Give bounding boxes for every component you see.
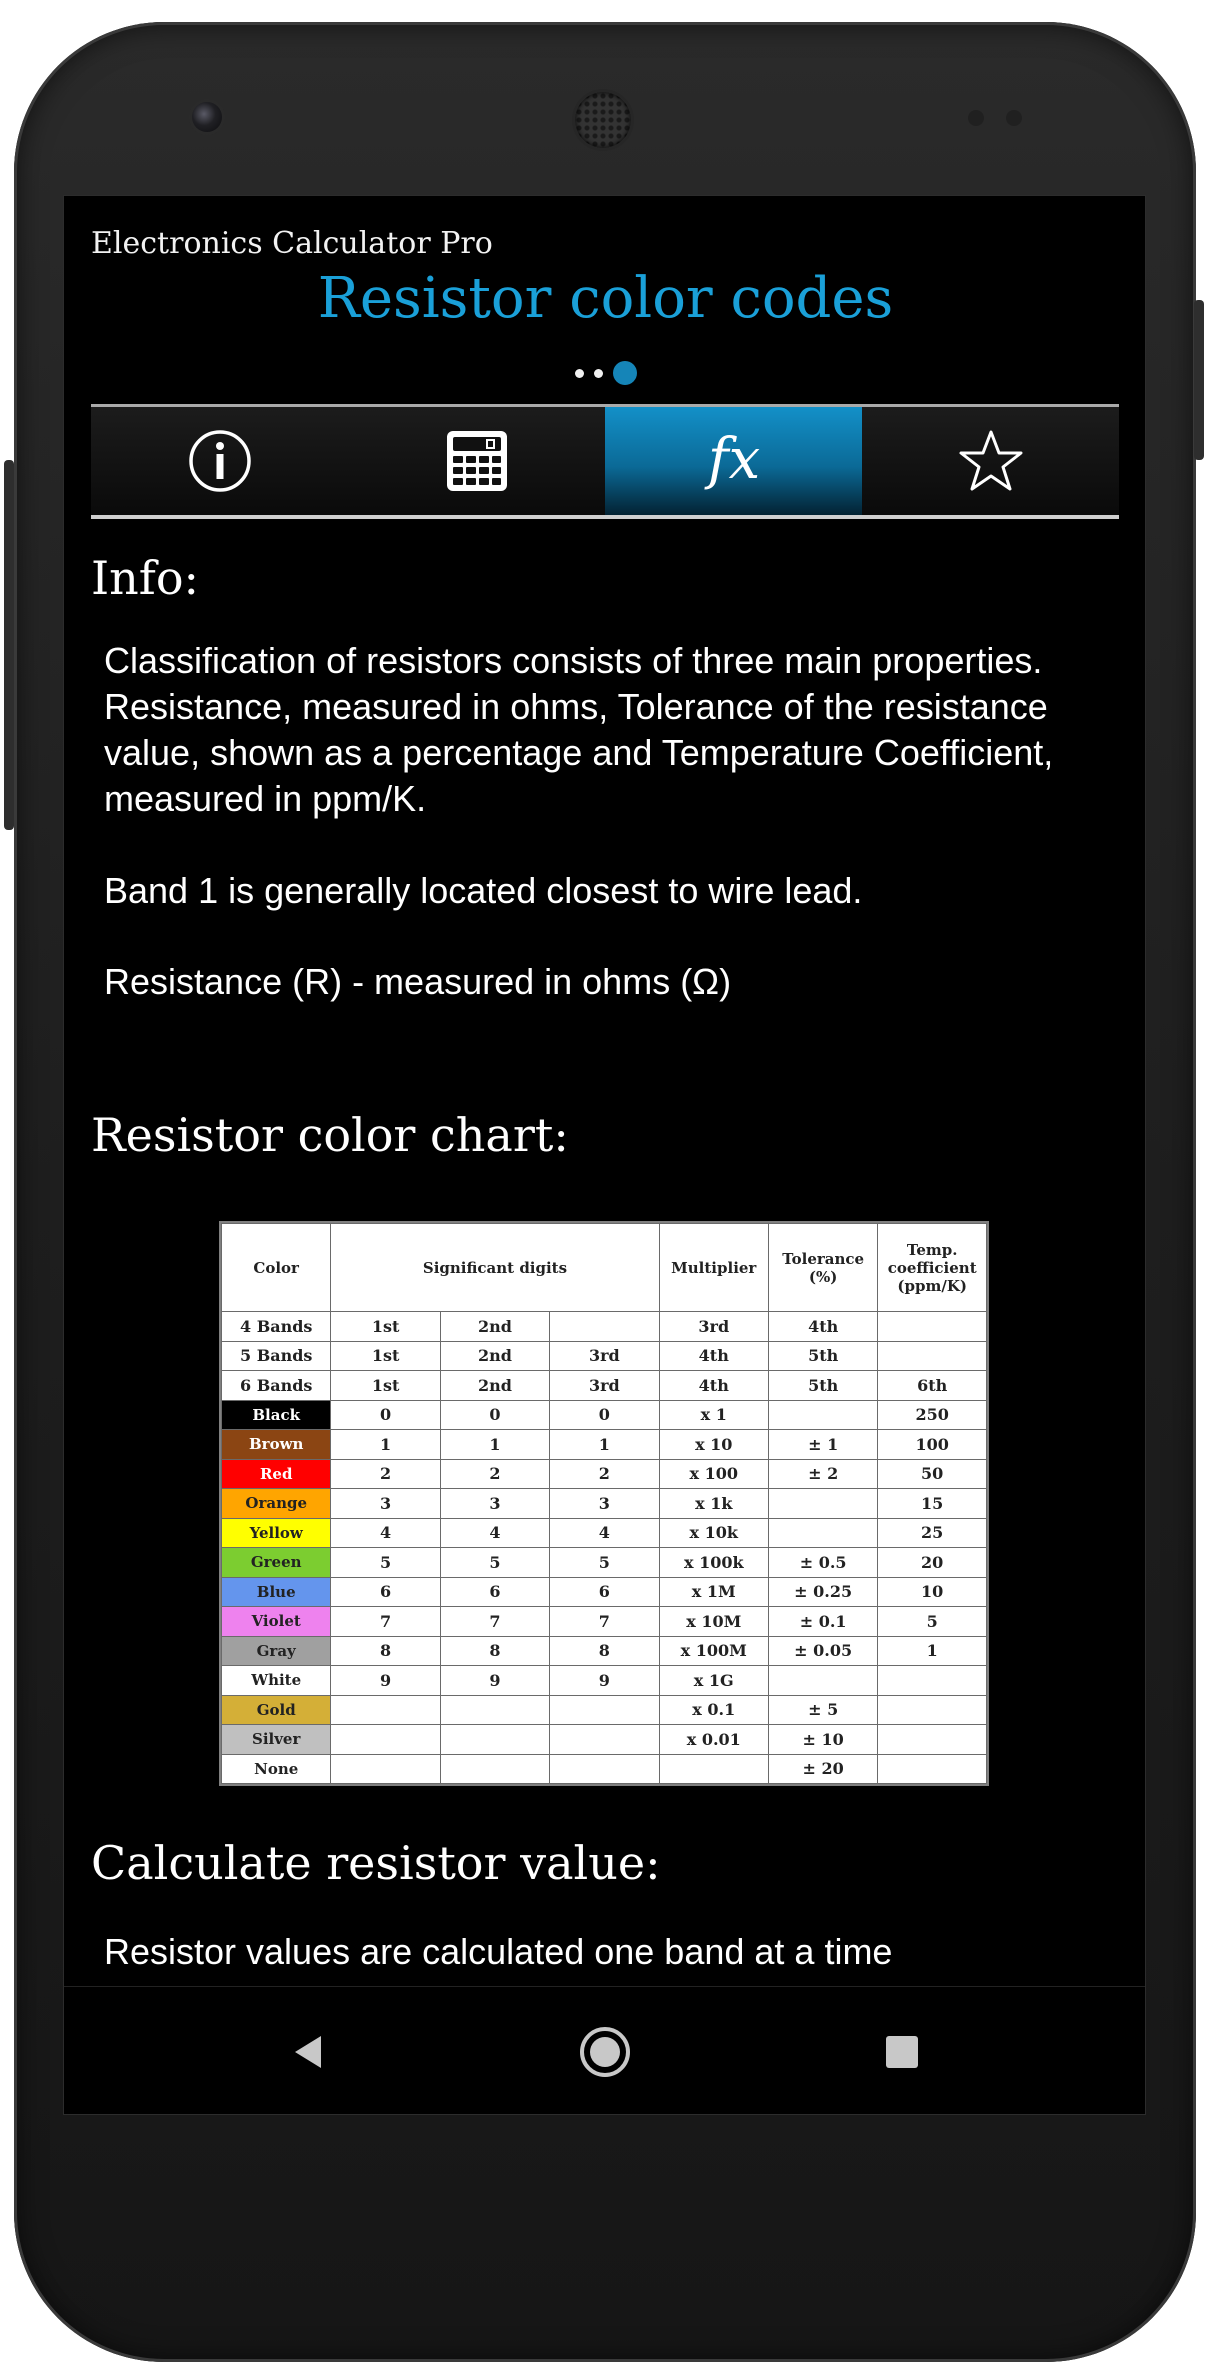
chart-color-row bbox=[222, 1518, 987, 1548]
temp-cell bbox=[878, 1695, 987, 1725]
chart-color-row bbox=[222, 1548, 987, 1578]
chart-color-row bbox=[222, 1400, 987, 1430]
system-nav-bar bbox=[64, 1986, 1146, 2115]
temp-cell: 5 bbox=[878, 1607, 987, 1637]
color-name-cell: Yellow bbox=[222, 1518, 331, 1548]
header-tolerance: Tolerance (%) bbox=[768, 1224, 877, 1312]
digit-3-cell bbox=[550, 1754, 659, 1784]
page-dot[interactable] bbox=[594, 369, 603, 378]
tolerance-cell: ± 10 bbox=[768, 1725, 877, 1755]
color-name-cell: Violet bbox=[222, 1607, 331, 1637]
color-name-cell: Gold bbox=[222, 1695, 331, 1725]
digit-1-cell: 4 bbox=[331, 1518, 440, 1548]
tolerance-cell: 5th bbox=[768, 1371, 877, 1401]
home-icon bbox=[578, 2025, 632, 2079]
page-indicator bbox=[64, 361, 1146, 389]
chart-color-row bbox=[222, 1459, 987, 1489]
tab-calculator[interactable] bbox=[348, 407, 605, 515]
digit-1-cell bbox=[331, 1695, 440, 1725]
info-heading: Info: bbox=[91, 551, 200, 605]
digit-1-cell: 2 bbox=[331, 1459, 440, 1489]
multiplier-cell: x 1k bbox=[659, 1489, 768, 1519]
svg-text:fx: fx bbox=[707, 427, 760, 492]
recents-button[interactable] bbox=[842, 1987, 962, 2115]
multiplier-cell: x 1 bbox=[659, 1400, 768, 1430]
temp-cell: 250 bbox=[878, 1400, 987, 1430]
multiplier-cell: x 0.1 bbox=[659, 1695, 768, 1725]
temp-cell: 20 bbox=[878, 1548, 987, 1578]
star-icon bbox=[957, 428, 1025, 494]
digit-1-cell: 5 bbox=[331, 1548, 440, 1578]
back-icon bbox=[289, 2032, 329, 2072]
digit-1-cell: 1st bbox=[331, 1341, 440, 1371]
info-icon bbox=[187, 428, 253, 494]
digit-2-cell bbox=[440, 1725, 549, 1755]
chart-color-row bbox=[222, 1666, 987, 1696]
tab-bar bbox=[91, 404, 1119, 519]
band-count-cell: 5 Bands bbox=[222, 1341, 331, 1371]
digit-3-cell bbox=[550, 1725, 659, 1755]
color-name-cell: Silver bbox=[222, 1725, 331, 1755]
tolerance-cell: 5th bbox=[768, 1341, 877, 1371]
temp-cell bbox=[878, 1725, 987, 1755]
calc-heading: Calculate resistor value: bbox=[91, 1836, 661, 1890]
multiplier-cell: x 100 bbox=[659, 1459, 768, 1489]
band-count-cell: 4 Bands bbox=[222, 1312, 331, 1342]
digit-3-cell: 9 bbox=[550, 1666, 659, 1696]
recents-icon bbox=[882, 2032, 922, 2072]
digit-2-cell: 5 bbox=[440, 1548, 549, 1578]
band-count-cell: 6 Bands bbox=[222, 1371, 331, 1401]
volume-button bbox=[4, 460, 14, 830]
header-multiplier: Multiplier bbox=[659, 1224, 768, 1312]
digit-3-cell: 5 bbox=[550, 1548, 659, 1578]
digit-3-cell: 1 bbox=[550, 1430, 659, 1460]
band-info-paragraph: Band 1 is generally located closest to wire lead. bbox=[104, 870, 863, 911]
temp-cell: 15 bbox=[878, 1489, 987, 1519]
chart-color-row bbox=[222, 1577, 987, 1607]
chart-color-row bbox=[222, 1607, 987, 1637]
digit-1-cell: 1st bbox=[331, 1312, 440, 1342]
temp-cell bbox=[878, 1666, 987, 1696]
page-dot-active[interactable] bbox=[613, 361, 637, 385]
digit-2-cell: 1 bbox=[440, 1430, 549, 1460]
digit-2-cell: 2 bbox=[440, 1459, 549, 1489]
resistor-color-chart bbox=[219, 1221, 989, 1786]
digit-2-cell bbox=[440, 1754, 549, 1784]
temp-cell: 1 bbox=[878, 1636, 987, 1666]
digit-1-cell: 6 bbox=[331, 1577, 440, 1607]
chart-band-row bbox=[222, 1341, 987, 1371]
digit-3-cell bbox=[550, 1695, 659, 1725]
digit-3-cell: 8 bbox=[550, 1636, 659, 1666]
digit-1-cell: 0 bbox=[331, 1400, 440, 1430]
digit-1-cell: 3 bbox=[331, 1489, 440, 1519]
calculator-icon bbox=[444, 428, 510, 494]
digit-2-cell: 2nd bbox=[440, 1371, 549, 1401]
calc-paragraph: Resistor values are calculated one band at a time bbox=[104, 1931, 893, 1972]
power-button bbox=[1194, 300, 1204, 460]
tolerance-cell bbox=[768, 1489, 877, 1519]
digit-3-cell: 3rd bbox=[550, 1341, 659, 1371]
multiplier-cell: x 10k bbox=[659, 1518, 768, 1548]
digit-3-cell: 2 bbox=[550, 1459, 659, 1489]
multiplier-cell: x 100k bbox=[659, 1548, 768, 1578]
tolerance-cell: ± 0.05 bbox=[768, 1636, 877, 1666]
tolerance-cell: ± 0.5 bbox=[768, 1548, 877, 1578]
temp-cell: 50 bbox=[878, 1459, 987, 1489]
digit-2-cell: 3 bbox=[440, 1489, 549, 1519]
tolerance-cell: 4th bbox=[768, 1312, 877, 1342]
front-camera bbox=[192, 102, 222, 132]
digit-2-cell: 9 bbox=[440, 1666, 549, 1696]
color-name-cell: Green bbox=[222, 1548, 331, 1578]
temp-cell bbox=[878, 1312, 987, 1342]
multiplier-cell: x 100M bbox=[659, 1636, 768, 1666]
tolerance-cell bbox=[768, 1666, 877, 1696]
multiplier-cell: x 1G bbox=[659, 1666, 768, 1696]
chart-color-row bbox=[222, 1489, 987, 1519]
temp-cell bbox=[878, 1341, 987, 1371]
info-paragraph: Classification of resistors consists of three main properties. Resistance, measured in ohms, Tolerance of the resistance value, shown as a percentage and Temperature Coefficient, measured in ppm/K. bbox=[104, 640, 1054, 819]
color-name-cell: Orange bbox=[222, 1489, 331, 1519]
header-color: Color bbox=[222, 1224, 331, 1312]
digit-1-cell: 1st bbox=[331, 1371, 440, 1401]
digit-2-cell: 6 bbox=[440, 1577, 549, 1607]
digit-3-cell: 6 bbox=[550, 1577, 659, 1607]
tab-info[interactable] bbox=[91, 407, 348, 515]
color-chart-table bbox=[221, 1223, 987, 1784]
header-temp: Temp. coefficient (ppm/K) bbox=[878, 1224, 987, 1312]
color-name-cell: None bbox=[222, 1754, 331, 1784]
tolerance-cell bbox=[768, 1400, 877, 1430]
header-digits: Significant digits bbox=[331, 1224, 659, 1312]
tolerance-cell bbox=[768, 1518, 877, 1548]
color-name-cell: Blue bbox=[222, 1577, 331, 1607]
chart-band-row bbox=[222, 1312, 987, 1342]
chart-header-row bbox=[222, 1224, 987, 1312]
digit-2-cell: 4 bbox=[440, 1518, 549, 1548]
chart-heading: Resistor color chart: bbox=[91, 1108, 569, 1162]
tolerance-cell: ± 20 bbox=[768, 1754, 877, 1784]
proximity-sensor bbox=[968, 110, 984, 126]
digit-3-cell bbox=[550, 1312, 659, 1342]
chart-color-row bbox=[222, 1695, 987, 1725]
tolerance-cell: ± 2 bbox=[768, 1459, 877, 1489]
page-title: Resistor color codes bbox=[317, 266, 894, 331]
digit-2-cell: 2nd bbox=[440, 1341, 549, 1371]
digit-3-cell: 4 bbox=[550, 1518, 659, 1548]
home-button[interactable] bbox=[545, 1987, 665, 2115]
digit-1-cell: 1 bbox=[331, 1430, 440, 1460]
light-sensor bbox=[1006, 110, 1022, 126]
resistance-info-paragraph: Resistance (R) - measured in ohms (Ω) bbox=[104, 961, 732, 1002]
digit-1-cell: 9 bbox=[331, 1666, 440, 1696]
digit-1-cell: 7 bbox=[331, 1607, 440, 1637]
multiplier-cell bbox=[659, 1754, 768, 1784]
chart-color-row bbox=[222, 1725, 987, 1755]
multiplier-cell: x 1M bbox=[659, 1577, 768, 1607]
digit-3-cell: 3 bbox=[550, 1489, 659, 1519]
multiplier-cell: 4th bbox=[659, 1371, 768, 1401]
back-button[interactable] bbox=[249, 1987, 369, 2115]
chart-color-row bbox=[222, 1636, 987, 1666]
multiplier-cell: 3rd bbox=[659, 1312, 768, 1342]
digit-3-cell: 0 bbox=[550, 1400, 659, 1430]
color-name-cell: Red bbox=[222, 1459, 331, 1489]
temp-cell bbox=[878, 1754, 987, 1784]
fx-icon bbox=[689, 426, 779, 496]
color-name-cell: Gray bbox=[222, 1636, 331, 1666]
digit-3-cell: 3rd bbox=[550, 1371, 659, 1401]
tolerance-cell: ± 0.25 bbox=[768, 1577, 877, 1607]
color-name-cell: Brown bbox=[222, 1430, 331, 1460]
color-name-cell: Black bbox=[222, 1400, 331, 1430]
digit-2-cell: 7 bbox=[440, 1607, 549, 1637]
chart-color-row bbox=[222, 1754, 987, 1784]
digit-2-cell: 2nd bbox=[440, 1312, 549, 1342]
multiplier-cell: x 10M bbox=[659, 1607, 768, 1637]
multiplier-cell: 4th bbox=[659, 1341, 768, 1371]
earpiece-speaker bbox=[575, 92, 631, 148]
digit-1-cell bbox=[331, 1754, 440, 1784]
digit-2-cell: 8 bbox=[440, 1636, 549, 1666]
chart-color-row bbox=[222, 1430, 987, 1460]
app-name: Electronics Calculator Pro bbox=[91, 226, 493, 261]
tab-formulas[interactable] bbox=[605, 407, 862, 515]
temp-cell: 10 bbox=[878, 1577, 987, 1607]
chart-band-row bbox=[222, 1371, 987, 1401]
screen bbox=[63, 195, 1146, 2115]
multiplier-cell: x 0.01 bbox=[659, 1725, 768, 1755]
digit-2-cell bbox=[440, 1695, 549, 1725]
tolerance-cell: ± 1 bbox=[768, 1430, 877, 1460]
color-name-cell: White bbox=[222, 1666, 331, 1696]
temp-cell: 100 bbox=[878, 1430, 987, 1460]
digit-2-cell: 0 bbox=[440, 1400, 549, 1430]
tolerance-cell: ± 5 bbox=[768, 1695, 877, 1725]
tolerance-cell: ± 0.1 bbox=[768, 1607, 877, 1637]
digit-3-cell: 7 bbox=[550, 1607, 659, 1637]
temp-cell: 25 bbox=[878, 1518, 987, 1548]
multiplier-cell: x 10 bbox=[659, 1430, 768, 1460]
temp-cell: 6th bbox=[878, 1371, 987, 1401]
tab-favorites[interactable] bbox=[862, 407, 1119, 515]
digit-1-cell: 8 bbox=[331, 1636, 440, 1666]
app-content bbox=[64, 196, 1146, 1986]
digit-1-cell bbox=[331, 1725, 440, 1755]
page-dot[interactable] bbox=[575, 369, 584, 378]
